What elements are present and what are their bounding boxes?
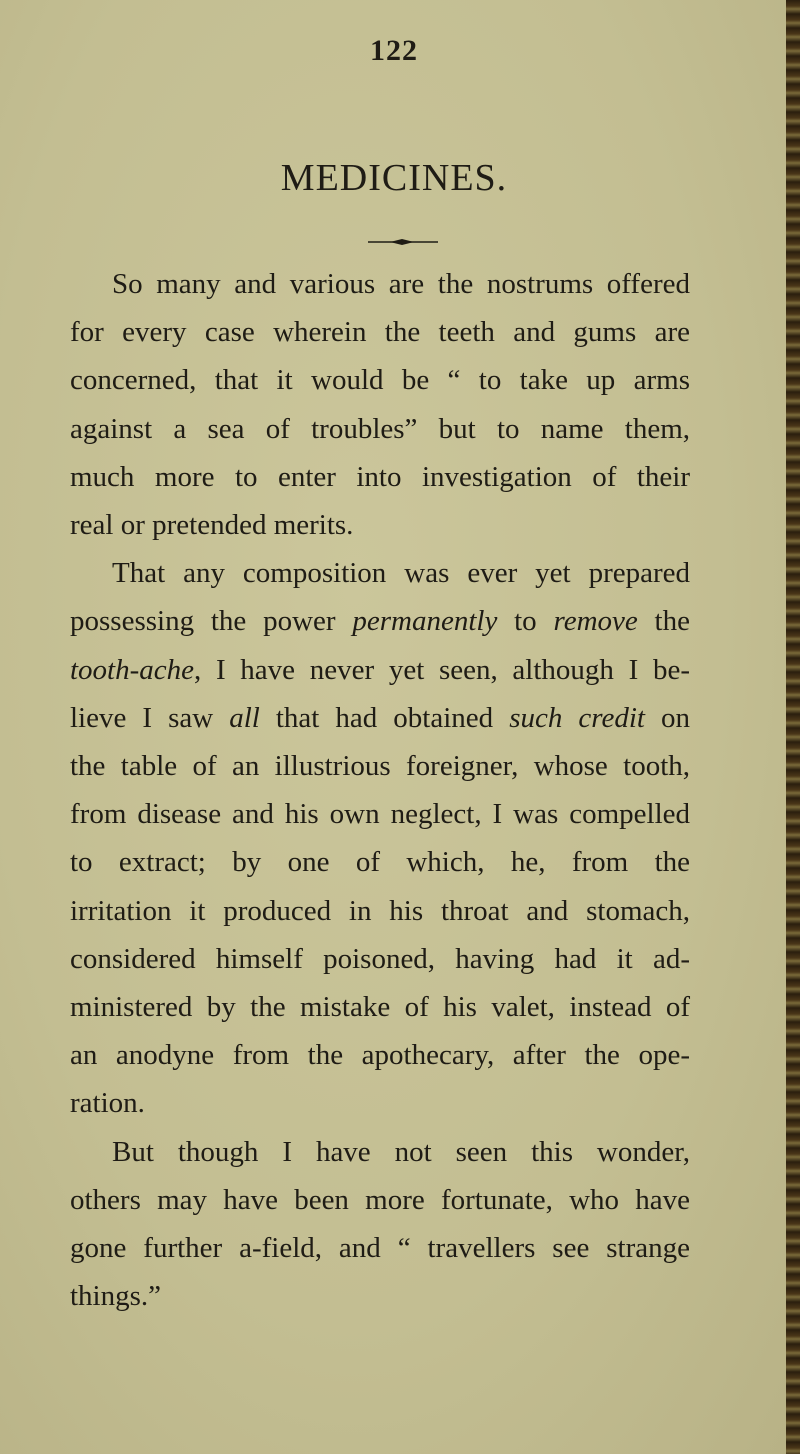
text-line: That any composition was ever yet prepared (112, 557, 690, 590)
text-line: considered himself poisoned, having had it ad- (70, 942, 690, 975)
text-line: ministered by the mistake of his valet, instead of (70, 991, 690, 1024)
text-line: an anodyne from the apothecary, after the ope- (70, 1039, 690, 1072)
text-line: to extract; by one of which, he, from the (70, 846, 690, 879)
text-line: tooth-ache, I have never yet seen, although I be- (70, 653, 690, 686)
text-line: So many and various are the nostrums offered (112, 268, 690, 300)
text-line: the table of an illustrious foreigner, whose tooth, (70, 750, 690, 783)
text-line: irritation it produced in his throat and stomach, (70, 894, 690, 927)
text-line: ration. (70, 1087, 145, 1120)
ornamental-rule (368, 238, 438, 246)
text-line: But though I have not seen this wonder, (112, 1135, 690, 1168)
text-line: much more to enter into investigation of their (70, 460, 690, 493)
chapter-heading: MEDICINES. (280, 157, 508, 199)
text-line: real or pretended merits. (70, 509, 354, 542)
page-number: 122 (370, 34, 418, 67)
text-line: for every case wherein the teeth and gums are (70, 316, 690, 349)
text-line: from disease and his own neglect, I was compelled (70, 798, 690, 831)
text-line: others may have been more fortunate, who have (70, 1183, 690, 1216)
emphasis-text: such credit (509, 701, 645, 734)
text-line: possessing the power permanently to remove the (70, 605, 690, 638)
text-line: concerned, that it would be “ to take up arms (70, 364, 690, 397)
emphasis-text: remove (553, 605, 638, 638)
emphasis-text: tooth-ache (70, 653, 195, 686)
page-edge (786, 0, 800, 1454)
text-line: lieve I saw all that had obtained such credit on (70, 701, 691, 734)
body-text (70, 260, 690, 1320)
text-line: gone further a-field, and “ travellers see strange (70, 1232, 690, 1265)
emphasis-text: all (229, 701, 260, 734)
text-line: things.” (70, 1280, 162, 1313)
text-line: against a sea of troubles” but to name them, (70, 412, 690, 445)
emphasis-text: permanently (352, 605, 498, 638)
